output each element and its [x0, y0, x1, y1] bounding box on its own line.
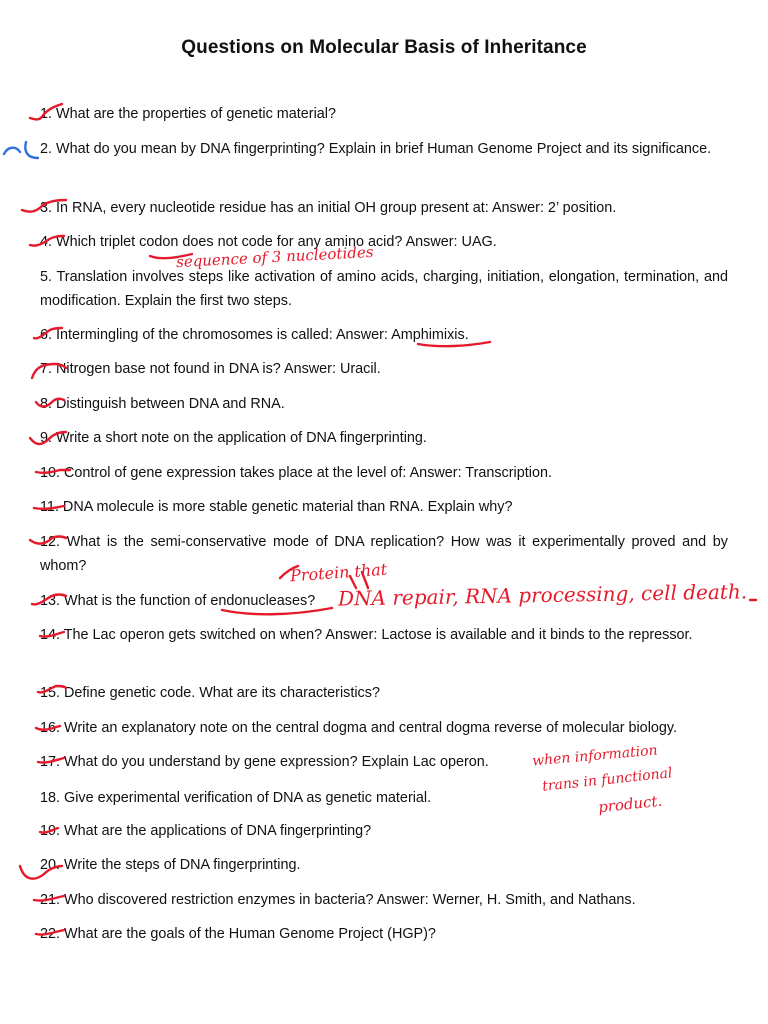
handwritten-note-endonuclease-1: Protein that	[289, 559, 388, 586]
question-21: 21. Who discovered restriction enzymes in bacteria? Answer: Werner, H. Smith, and Nathans.	[40, 892, 636, 908]
question-14: 14. The Lac operon gets switched on when? Answer: Lactose is available and it binds to the repressor.	[40, 627, 693, 643]
question-7: 7. Nitrogen base not found in DNA is? Answer: Uracil.	[40, 361, 381, 377]
question-16: 16. Write an explanatory note on the central dogma and central dogma reverse of molecular biology.	[40, 720, 678, 736]
question-2: 2. What do you mean by DNA fingerprinting? Explain in brief Human Genome Project and its significance.	[40, 141, 712, 157]
blue-mark-q2-b	[25, 142, 38, 158]
question-5: 5. Translation involves steps like activation of amino acids, charging, initiation, elongation, termination, and modification. Explain the first two steps.	[40, 269, 728, 309]
question-11: 11. DNA molecule is more stable genetic material than RNA. Explain why?	[40, 499, 513, 515]
handwritten-note-gene-expression-1: when information	[531, 742, 659, 770]
question-13: 13. What is the function of endonucleases?	[40, 593, 316, 609]
question-8: 8. Distinguish between DNA and RNA.	[40, 396, 285, 412]
page-title: Questions on Molecular Basis of Inheritance	[181, 37, 587, 58]
question-6: 6. Intermingling of the chromosomes is called: Answer: Amphimixis.	[40, 327, 469, 343]
question-22: 22. What are the goals of the Human Genome Project (HGP)?	[40, 926, 436, 942]
question-1: 1. What are the properties of genetic material?	[40, 106, 336, 122]
handwritten-note-codon: sequence of 3 nucleotides	[175, 242, 374, 272]
handwritten-note-gene-expression-2: trans in functional	[541, 765, 674, 795]
question-18: 18. Give experimental verification of DNA as genetic material.	[40, 790, 432, 806]
question-20: 20. Write the steps of DNA fingerprinting.	[40, 857, 301, 873]
handwritten-note-endonuclease-2: DNA repair, RNA processing, cell death.	[337, 579, 748, 611]
handwritten-note-gene-expression-3: product.	[597, 791, 664, 817]
question-10: 10. Control of gene expression takes place at the level of: Answer: Transcription.	[40, 465, 552, 481]
question-17: 17. What do you understand by gene expression? Explain Lac operon.	[40, 754, 489, 770]
blue-mark-q2-a	[4, 148, 20, 154]
question-12: 12. What is the semi-conservative mode of DNA replication? How was it experimentally proved and by whom?	[40, 534, 728, 574]
question-15: 15. Define genetic code. What are its characteristics?	[40, 685, 380, 701]
question-4: 4. Which triplet codon does not code for any amino acid? Answer: UAG.	[40, 234, 497, 250]
question-3: 3. In RNA, every nucleotide residue has an initial OH group present at: Answer: 2’ position.	[40, 200, 617, 216]
question-19: 19. What are the applications of DNA fingerprinting?	[40, 823, 372, 839]
question-9: 9. Write a short note on the application of DNA fingerprinting.	[40, 430, 427, 446]
